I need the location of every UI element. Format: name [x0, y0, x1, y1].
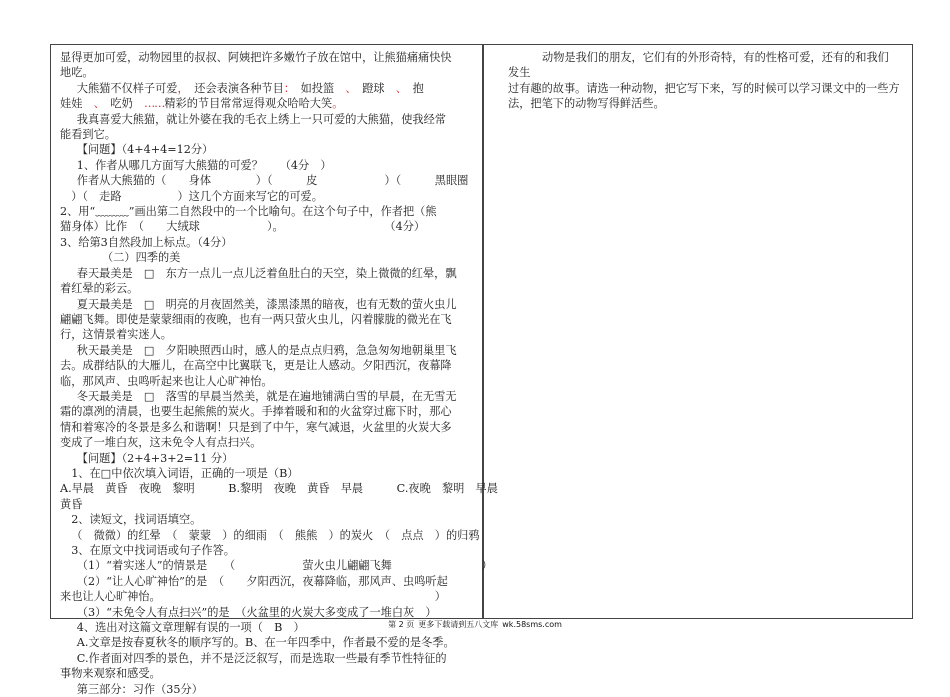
column-divider: [482, 44, 484, 619]
paragraph-line: 地吃。: [60, 66, 94, 80]
answer-line: C.作者面对四季的景色，并不是泛泛叙写，而是选取一些最有季节性特征的: [76, 651, 447, 665]
answer-punctuation: ，: [177, 81, 184, 95]
paragraph-line: 夏天最美是 □ 明亮的月夜固然美，漆黑漆黑的暗夜，也有无数的萤火虫儿: [76, 297, 457, 311]
paragraph-line: 翩翩飞舞。即使是蒙蒙细雨的夜晚，也有一两只萤火虫儿，闪着朦胧的微光在飞: [60, 312, 452, 326]
prompt-line: 发生: [508, 66, 531, 80]
paragraph-line: [60, 81, 474, 96]
right-column: [508, 50, 903, 112]
section-title: （二）四季的美: [102, 251, 181, 265]
question-line: 4、选出对这篇文章理解有误的一项（ B ）: [76, 621, 305, 635]
question-line: 3、给第3自然段加上标点。（4分）: [60, 235, 233, 249]
answer-line: 猫身体）比作 （ 大绒球 ）。 （4分）: [60, 220, 426, 234]
paragraph-line: 冬天最美是 □ 落雪的早晨当然美，就是在遍地铺满白雪的早晨，在无雪无: [76, 389, 457, 403]
question-line: 1、在□中依次填入词语，正确的一项是（B）: [71, 466, 299, 480]
answer-line: A.早晨 黄昏 夜晚 黎明 B.黎明 夜晚 黄昏 早晨 C.夜晚 黎明 早晨: [60, 482, 498, 496]
paragraph-line: 去。成群结队的大雁儿，在高空中比翼联飞，更是让人感动。夕阳西沉，夜幕降: [60, 359, 452, 373]
paragraph-line: 显得更加可爱，动物园里的叔叔、阿姨把许多嫩竹子放在馆中，让熊猫痛痛快快: [60, 51, 452, 64]
paragraph-line: 春天最美是 □ 东方一点儿一点儿泛着鱼肚白的天空，染上微微的红晕，飘: [76, 266, 457, 280]
answer-line: 作者从大熊猫的（ 身体 ）（ 皮 ）（ 黑眼圈: [76, 174, 469, 188]
section-title: 第三部分：习作（35分）: [76, 682, 203, 696]
text-run: 大熊猫不仅样子可爱: [76, 81, 178, 95]
question-line: 3、在原文中找词语或句子作答。: [71, 544, 235, 557]
answer-line: 事物来观察和感受。: [60, 667, 161, 681]
paragraph-line: 着红晕的彩云。: [60, 282, 139, 296]
footer-link[interactable]: wk.58sms.com: [502, 620, 562, 629]
prompt-line: 过有趣的故事。请选一种动物，把它写下来，写的时候可以学习课文中的一些方: [508, 81, 900, 95]
question-line: 1、作者从哪几方面写大熊猫的可爱？ （4分 ）: [76, 158, 332, 172]
prompt-line: 动物是我们的朋友，它们有的外形奇特，有的性格可爱，还有的和我们: [542, 51, 889, 64]
answer-line: （3）“未免令人有点扫兴”的是 （火盆里的火炭大多变成了一堆白灰 ）: [76, 605, 437, 619]
paragraph-line: 行，这情景着实迷人。: [60, 328, 172, 342]
answer-line: 黄昏: [60, 497, 83, 511]
paragraph-line: 临，那风声、虫鸣听起来也让人心旷神怡。: [60, 374, 273, 388]
text-run: 娃娃: [60, 97, 83, 111]
answer-punctuation: 、: [395, 81, 402, 95]
text-run: 吃奶: [110, 97, 133, 111]
answer-punctuation: ：: [283, 81, 290, 95]
text-run: 精彩的节目常常逗得观众哈哈大笑: [164, 97, 333, 111]
paragraph-line: 情和着寒冷的冬景是多么和谐啊！只是到了中午，寒气减退，火盆里的火炭大多: [60, 420, 452, 434]
question-header: 【问题】（4+4+4=12分）: [76, 143, 214, 157]
answer-line: （1）“着实迷人”的情景是 （ 萤火虫儿翩翩飞舞 ）: [76, 559, 493, 573]
page-number: 第 2 页: [388, 620, 415, 629]
paragraph-line: 变成了一堆白灰，这未免令人有点扫兴。: [60, 436, 262, 450]
text-run: 抱: [412, 81, 424, 95]
answer-line: （2）“让人心旷神怡”的是 （ 夕阳西沉，夜幕降临，那风声、虫鸣听起: [76, 574, 448, 588]
paragraph-line: 秋天最美是 □ 夕阳映照西山时，感人的是点点归鸦，急急匆匆地朝巢里飞: [76, 343, 457, 357]
left-column: [60, 50, 498, 697]
answer-line: A.文章是按春夏秋冬的顺序写的。B、在一年四季中，作者最不爱的是冬季。: [76, 636, 455, 650]
text-run: 还会表演各种节目: [194, 81, 284, 95]
page-footer: [0, 619, 950, 630]
paragraph-line: 霜的凛冽的清晨，也要生起熊熊的炭火。手捧着暖和和的火盆穿过廊下时，那心: [60, 405, 452, 419]
paragraph-line: 能看到它。: [60, 128, 116, 142]
answer-punctuation: 、: [93, 97, 100, 111]
answer-line: 来也让人心旷神怡。 ）: [60, 590, 446, 604]
text-run: 如投篮: [300, 81, 335, 95]
question-line: 2、用“﹏﹏﹏”画出第二自然段中的一个比喻句。在这个句子中，作者把（熊: [60, 205, 437, 219]
footer-text: 更多下载请到五八文库: [418, 620, 499, 629]
paragraph-line: [60, 96, 474, 111]
answer-punctuation: 。: [332, 97, 344, 111]
answer-punctuation: 、: [345, 81, 351, 95]
answer-punctuation: ……: [143, 97, 165, 111]
question-line: 2、读短文，找词语填空。: [71, 513, 202, 527]
answer-line: ）（ 走路 ）这几个方面来写它的可爱。: [60, 189, 323, 203]
question-header: 【问题】（2+4+3+2=11 分）: [76, 451, 234, 465]
paragraph-line: 我真喜爱大熊猫，就让外婆在我的毛衣上绣上一只可爱的大熊猫，使我经常: [76, 112, 446, 126]
prompt-line: 法，把笔下的动物写得鲜活些。: [508, 97, 665, 111]
answer-line: （ 微微）的红晕 （ 蒙蒙 ）的细雨 （ 熊熊 ）的炭火 （ 点点 ）的归鸦: [71, 528, 480, 542]
text-run: 蹬球: [362, 81, 385, 95]
